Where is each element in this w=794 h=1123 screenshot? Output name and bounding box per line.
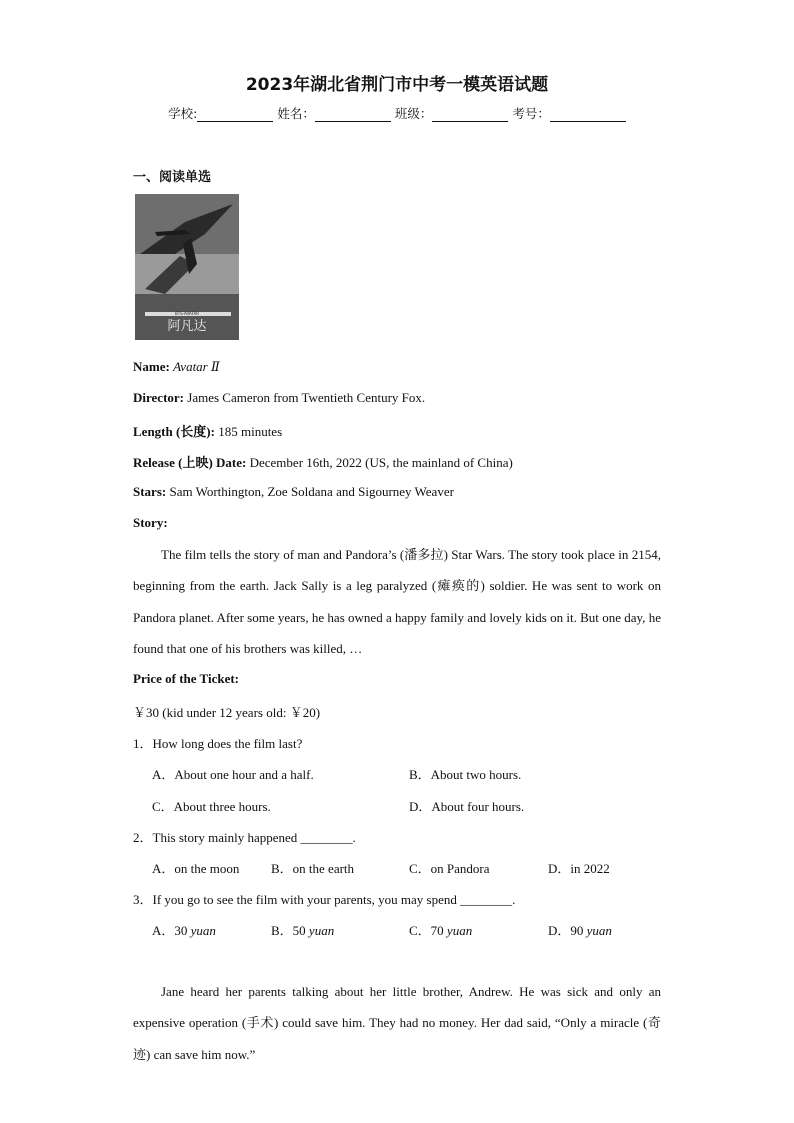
q2-option-c[interactable]: C．on Pandora [409,861,490,876]
question-3-stem: 3．If you go to see the film with your parents, you may spend ________. [133,892,516,907]
question-1-stem: 1．How long does the film last? [133,736,303,751]
length-line: Length (长度): 185 minutes [133,424,283,439]
student-info-line [0,104,794,122]
q1-option-c[interactable]: C．About three hours. [152,799,271,814]
school-label: 学校: [168,106,198,121]
q3-option-d[interactable]: D．90 yuan [548,923,612,938]
name-blank[interactable] [315,107,391,122]
story-label: Story: [133,515,168,530]
story-paragraph: The film tells the story of man and Pandora’s (潘多拉) Star Wars. The story took place in 2154, beginning from the earth. Jack Sally is a leg paralyzed (瘫痪的) soldier. He was sent to work on Pandora planet. After some years, he has owned a happy family and lovely kids on it. But one day, he found that one of his brothers was killed, … [133,547,661,656]
price-label: Price of the Ticket: [133,671,240,686]
q3-option-c[interactable]: C．70 yuan [409,923,473,938]
q3-option-a[interactable]: A．30 yuan [152,923,216,938]
q1-option-a[interactable]: A．About one hour and a half. [152,767,314,782]
q1-option-b[interactable]: B．About two hours. [409,767,522,782]
stars-line: Stars: Sam Worthington, Zoe Soldana and Sigourney Weaver [133,484,454,499]
price-value: ￥30 (kid under 12 years old: ￥20) [133,705,321,720]
poster-small-caption: BTS·AVATAR [174,311,200,316]
exam-number-label: 考号： [512,106,550,121]
q1-option-d[interactable]: D．About four hours. [409,799,525,814]
school-blank[interactable] [197,107,273,122]
q2-option-d[interactable]: D．in 2022 [548,861,610,876]
class-label: 班级： [394,106,433,121]
q2-option-a[interactable]: A．on the moon [152,861,240,876]
section-heading: 一、阅读单选 [133,170,212,185]
question-2-stem: 2．This story mainly happened ________. [133,830,356,845]
class-blank[interactable] [432,107,508,122]
poster-title: 阿凡达 [167,319,207,334]
q3-option-b[interactable]: B．50 yuan [271,923,335,938]
movie-poster [135,194,239,340]
q2-option-b[interactable]: B．on the earth [271,861,355,876]
director-line: Director: James Cameron from Twentieth Century Fox. [133,390,426,405]
passage-2-paragraph: Jane heard her parents talking about her little brother, Andrew. He was sick and only an expensive operation (手术) could save him. They had no money. Her dad said, “Only a miracle (奇迹) can save him now.” [133,984,661,1062]
release-line: Release (上映) Date: December 16th, 2022 (US, the mainland of China) [133,455,513,470]
film-name-line: Name: Avatar Ⅱ [133,359,220,374]
exam-number-blank[interactable] [550,107,626,122]
page-title: 2023年湖北省荆门市中考一模英语试题 [245,75,549,95]
name-label: 姓名： [277,106,315,121]
